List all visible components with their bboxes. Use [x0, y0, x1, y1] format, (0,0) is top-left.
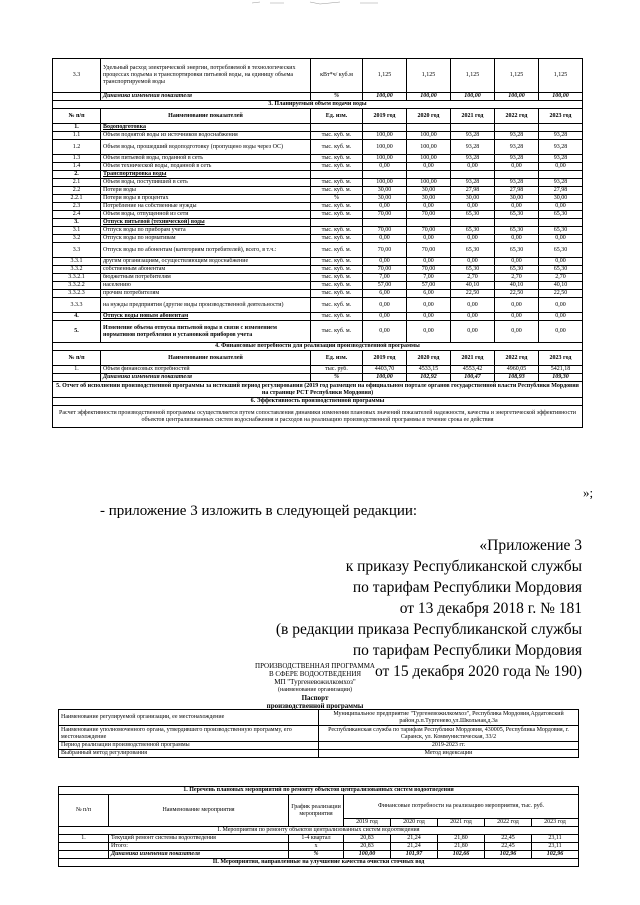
appendix-line: от 13 декабря 2018 г. № 181 [399, 600, 582, 617]
measures-table [58, 786, 579, 867]
section-3-rows [53, 124, 583, 343]
passport-row: Наименование уполномоченного органа, утвердившего производственную программу, его местонахождение Республиканская служба по тарифам Республики Мордовия, 430005, Республика Мордовия, г. Саранск, ул. Коммунистическая, 33/2 [59, 726, 579, 742]
table-row: 2. Транспортировка воды [53, 171, 583, 179]
appendix-line: к приказу Республиканской службы [345, 558, 582, 575]
program-title: ПРОИЗВОДСТВЕННАЯ ПРОГРАММА [255, 662, 375, 670]
appendix-line: по тарифам Республики Мордовия [352, 642, 582, 659]
section-6-title: 6. Эффективность производственной программы [53, 398, 583, 406]
table-header-4: № п/п Наименование показателей Ед. изм. 2019 год 2020 год 2021 год 2022 год 2023 год [53, 351, 583, 366]
table-row: 3.3.2.3 прочим потребителям тыс. куб. м. 6,00 6,00 22,50 22,50 22,50 [53, 290, 583, 298]
section-6-text: Расчет эффективности производственной программы осуществляется путем сопоставления динамики изменения плановых значений показателей надежности, качества и энергетической эффективности объектов централизованных систем водоснабжения и расходов на реализацию производственной программы в течение срока ее действия [53, 406, 583, 428]
table-row: 3.3.2.2 населению тыс. куб. м. 57,00 57,00 40,10 40,10 40,10 [53, 282, 583, 290]
passport-row: Наименование регулируемой организации, ее местонахождение Муниципальное предприятие "Тургеневожилкомхоз", Республика Мордовия,Ардатовский район,р.п.Тургенево,ул.Школьная,д.3а [59, 710, 579, 726]
table-row: 3.3.3 на нужды предприятия (другие виды производственной деятельности) тыс. куб. м. 0,00 0,00 0,00 0,00 0,00 [53, 298, 583, 313]
table-row: Динамика изменения показателя % 100,00 101,97 102,66 102,96 102,96 [59, 851, 579, 859]
table-row: 3. Отпуск питьевой (технической) воды [53, 219, 583, 227]
table-row: 1.1 Объем поднятой воды из источников водоснабжения тыс. куб. м. 100,00 100,00 93,28 93,28 93,28 [53, 132, 583, 140]
measures-subsection: I. Мероприятия по ремонту объектов централизованных систем водоотведения [59, 827, 579, 835]
table-row: 2.3 Потребление на собственные нужды тыс. куб. м. 0,00 0,00 0,00 0,00 0,00 [53, 203, 583, 211]
table-row: 1.4 Объем технической воды, поданной в сеть тыс. куб. м. 0,00 0,00 0,00 0,00 0,00 [53, 163, 583, 171]
table-row: 3.1 Отпуск воды по приборам учета тыс. куб. м. 70,00 70,00 65,30 65,30 65,30 [53, 227, 583, 235]
table-row: 5. Изменение объема отпуска питьевой воды в связи с изменением нормативов потребления и установкой приборов учета тыс. куб. м. 0,00 0,00 0,00 0,00 0,00 [53, 321, 583, 343]
table-row: 2.1 Объем воды, поступившей в сеть тыс. куб. м. 100,00 100,00 93,28 93,28 93,28 [53, 179, 583, 187]
program-subtitle: В СФЕРЕ ВОДООТВЕДЕНИЯ [268, 670, 362, 678]
measures-header: № п/п Наименование мероприятия График реализации мероприятия Финансовые потребности на реализацию мероприятия, тыс. руб. [59, 795, 579, 819]
row-3-3: 3.3 Удельный расход электрической энергии, потребляемой в технологических процессах подъема и транспортировки питьевой воды, на единицу объема транспортируемой воды кВт*ч/ куб.м 1,125 1,125 1,125 1,125 1,125 [53, 59, 583, 93]
measures-subsection-2: II. Мероприятия, направленные на улучшение качества очистки сточных вод [59, 859, 579, 867]
table-header: № п/п Наименование показателей Ед. изм. 2019 год 2020 год 2021 год 2022 год 2023 год [53, 109, 583, 124]
scan-marks [250, 0, 390, 6]
section-4-title: 4. Финансовые потребности для реализации производственной программы [53, 343, 583, 351]
program-header [200, 662, 430, 710]
table-row: Итого: x 20,83 21,24 21,80 22,45 23,11 [59, 843, 579, 851]
passport-title: Паспорт [301, 694, 329, 702]
indicators-table [52, 58, 583, 428]
appendix-header [242, 535, 582, 682]
measures-rows [59, 835, 579, 859]
passport-subtitle: производственной программы [266, 702, 364, 710]
table-row: 2.2 Потери воды тыс. куб. м. 30,00 30,00 27,98 27,98 27,98 [53, 187, 583, 195]
table-row: 3.2 Отпуск воды по нормативам тыс. куб. м. 0,00 0,00 0,00 0,00 0,00 [53, 235, 583, 243]
intro-text: - приложение 3 изложить в следующей редакции: [100, 503, 418, 519]
appendix-line: (в редакции приказа Республиканской службы [275, 621, 582, 638]
table-row: 1. Водоподготовка [53, 124, 583, 132]
organization-caption: (наименование организации) [278, 687, 352, 693]
section-b1-title: 1. Перечень плановых мероприятий по ремонту объектов централизованных систем водоотведения [59, 787, 579, 795]
appendix-line: «Приложение 3 [479, 537, 582, 554]
row-financial-dynamics: Динамика изменения показателя % 100,00 102,92 100,47 108,93 109,30 [53, 374, 583, 382]
passport-row: Период реализации производственной программы 2019-2023 гг. [59, 742, 579, 750]
table-row: 1.2 Объем воды, прошедший водоподготовку (пропущено воды через ОС) тыс. куб. м. 100,00 100,00 93,28 93,28 93,28 [53, 140, 583, 155]
passport-row: Выбранный метод регулирования Метод индексации [59, 750, 579, 758]
section-5-title: 5. Отчет об исполнении производственной программы за истекший период регулирования (2019 год размещен на официальном портале органов государственной власти Республики Мордовия на странице РСТ Республики Мордовия) [53, 382, 583, 398]
row-financial: 1. Объем финансовых потребностей тыс. руб. 4403,70 4533,15 4553,42 4960,05 5421,18 [53, 366, 583, 374]
table-row: 3.3.2 собственным абонентам тыс. куб. м. 70,00 70,00 65,30 65,30 65,30 [53, 266, 583, 274]
table-row: 1. Текущий ремонт системы водоотведения 1-4 квартал 20,83 21,24 21,80 22,45 23,11 [59, 835, 579, 843]
organization-name: МП "Тургеневожилкомхоз" [274, 678, 356, 686]
table-row: 3.3 Отпуск воды по абонентам (категориям потребителей), всего, в т.ч.: тыс. куб. м. 70,00 70,00 65,30 65,30 65,30 [53, 243, 583, 258]
row-3-3-dynamics: Динамика изменения показателя % 100,00 100,00 100,00 100,00 100,00 [53, 93, 583, 101]
closing-quote: »; [583, 485, 594, 500]
appendix-line: по тарифам Республики Мордовия [352, 579, 582, 596]
passport-table [58, 709, 579, 758]
table-row: 4. Отпуск воды новым абонентам тыс. куб. м. 0,00 0,00 0,00 0,00 0,00 [53, 313, 583, 321]
measures-years: 2019 год 2020 год 2021 год 2022 год 2023 год [59, 819, 579, 827]
section-3-title: 3. Планируемый объем подачи воды [53, 101, 583, 109]
table-row: 2.2.1 Потери воды в процентах % 30,00 30,00 30,00 30,00 30,00 [53, 195, 583, 203]
table-row: 3.3.1 другим организациям, осуществляющим водоснабжение тыс. куб. м. 0,00 0,00 0,00 0,00 0,00 [53, 258, 583, 266]
table-row: 3.3.2.1 бюджетным потребителям тыс. куб. м. 7,00 7,00 2,70 2,70 2,70 [53, 274, 583, 282]
appendix-line: от 15 декабря 2020 года № 190) [374, 663, 582, 680]
table-row: 1.3 Объем питьевой воды, поданной в сеть тыс. куб. м. 100,00 100,00 93,28 93,28 93,28 [53, 155, 583, 163]
table-row: 2.4 Объем воды, отпущенной из сети тыс. куб. м. 70,00 70,00 65,30 65,30 65,30 [53, 211, 583, 219]
